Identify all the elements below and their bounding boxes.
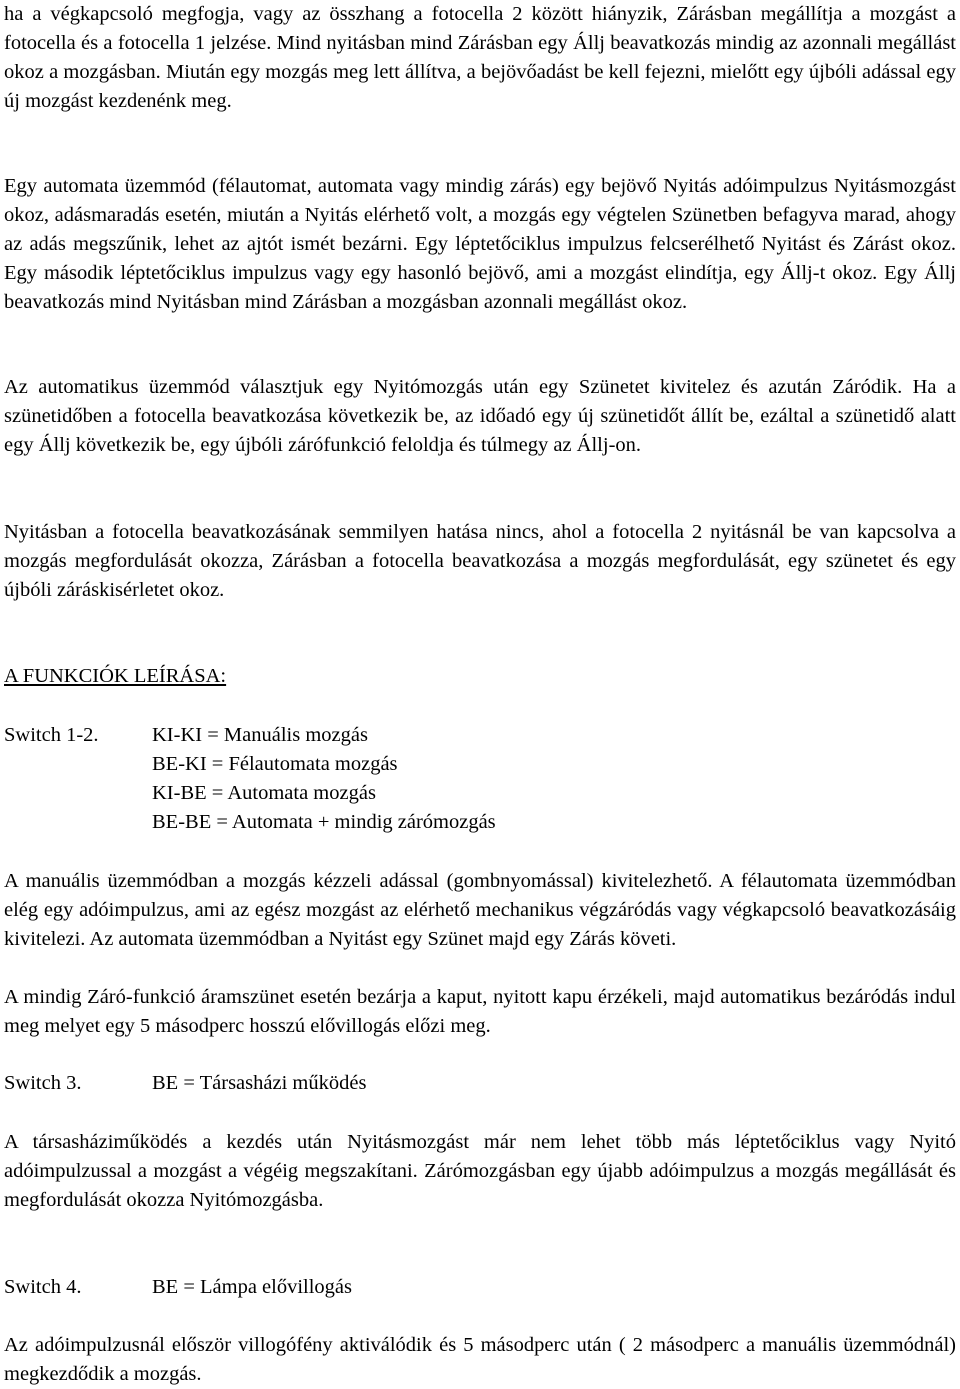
setting-be-be: BE-BE = Automata + mindig zárómozgás [152,811,496,833]
switch-4-label: Switch 4. [4,1276,82,1298]
setting-ki-be: KI-BE = Automata mozgás [152,782,376,804]
section-heading: A FUNKCIÓK LEÍRÁSA: [4,665,227,687]
switch-1-2-label: Switch 1-2. [4,724,99,746]
paragraph-1: ha a végkapcsoló megfogja, vagy az összhang a fotocella 2 között hiányzik, Zárásban megállítja a mozgást a fotocella és a fotocella 1 jelzése. Mind nyitásban mind Zárásban egy Állj beavatkozás mindig az azonnali megállást okoz a mozgásban. Miután egy mozgás meg lett állítva, a bejövőadást be kell fejezni, mielőtt egy újbóli adással egy új mozgást kezdenénk meg. [4,3,956,112]
paragraph-2: Egy automata üzemmód (félautomat, automata vagy mindig zárás) egy bejövő Nyitás adóimpulzus Nyitásmozgást okoz, adásmaradás esetén, miután a Nyitás elérhető volt, a mozgás egy végtelen Szünetben befagyva marad, ahogy az adás megszűnik, lehet az ajtót ismét bezárni. Egy léptetőciklus impulzus felcserélhető Nyitást és Zárást okoz. Egy második léptetőciklus impulzus vagy egy hasonló bejövő, ami a mozgást elindítja, egy Állj-t okoz. Egy Állj beavatkozás mind Nyitásban mind Zárásban a mozgásban azonnali megállást okoz. [4,175,956,313]
switch-3-label: Switch 3. [4,1072,82,1094]
always-close-description: A mindig Záró-funkció áramszünet esetén bezárja a kaput, nyitott kapu érzékeli, majd automatikus bezáródás indul meg melyet egy 5 másodperc hosszú elővillogás előzi meg. [4,986,956,1037]
switch-3-description: A társasházi​működés a kezdés után Nyitásmozgást már nem lehet több más léptetőciklus vagy Nyitó adóimpulzussal a mozgást a végéig megszakítani. Zárómozgásban egy újabb adóimpulzus a mozgás megállását és megfordulását okozza Nyitómozgásba. [4,1131,956,1211]
switch-1-2-settings [152,721,496,837]
paragraph-4: Nyitásban a fotocella beavatkozásának semmilyen hatása nincs, ahol a fotocella 2 nyitásnál be van kapcsolva a mozgás megfordulását okozza, Zárásban a fotocella beavatkozása a mozgás megfordulását, egy szünetet és egy újbóli záráskisérletet okoz. [4,521,956,601]
switch-4-setting: BE = Lámpa elővillogás [152,1276,353,1298]
switch-1-2-description: A manuális üzemmódban a mozgás kézzeli adással (gombnyomással) kivitelezhető. A félautomata üzemmódban elég egy adóimpulzus, ami az egész mozgást az elérhető mechanikus végzáródás vagy végkapcsoló beavatkozásáig kivitelezi. Az automata üzemmódban a Nyitást egy Szünet majd egy Zárás követi. [4,870,956,950]
setting-ki-ki: KI-KI = Manuális mozgás [152,724,368,746]
paragraph-3: Az automatikus üzemmód választjuk egy Nyitómozgás után egy Szünetet kivitelez és azután Záródik. Ha a szünetidőben a fotocella beavatkozása következik be, az időadó egy új szünetidőt állít be, ezáltal a szünetidő alatt egy Állj következik be, egy újbóli zárófunkció feloldja és túlmegy az Állj-on. [4,376,956,456]
switch-4-description: Az adóimpulzusnál először villogófény aktiválódik és 5 másodperc után ( 2 másodperc a manuális üzemmódnál) megkezdődik a mozgás. [4,1334,956,1385]
switch-3-setting: BE = Társasházi működés [152,1072,367,1094]
setting-be-ki: BE-KI = Félautomata mozgás [152,753,398,775]
